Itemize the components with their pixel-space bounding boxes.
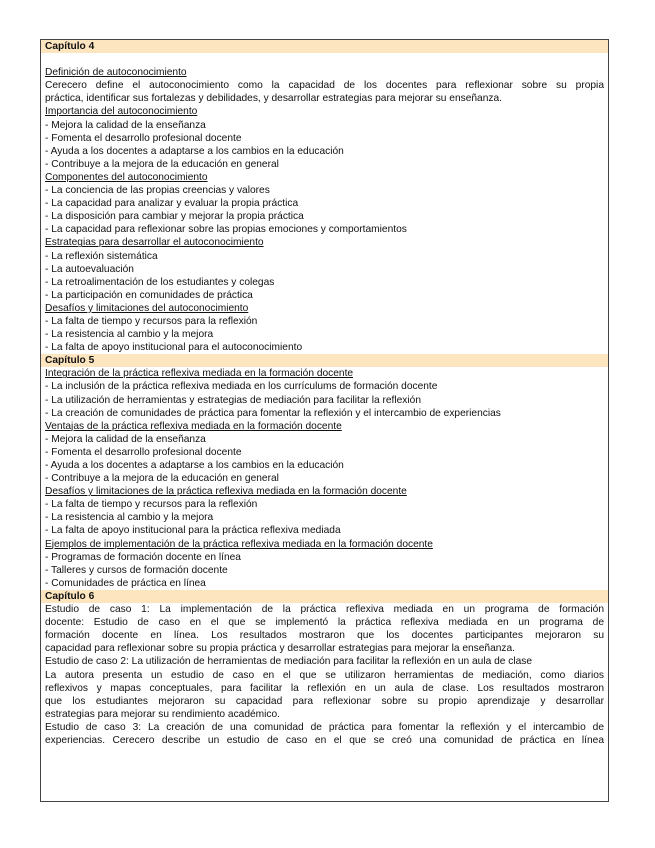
document-page [40,39,609,802]
line-text: capacidad para reflexionar sobre su propia práctica y desarrollar estrategias para mejorar la enseñanza. [45,643,516,655]
line-text: formación docente en línea. Los resultados mostraron que los docentes participantes mejoraron su [45,630,604,642]
line-text: Desafíos y limitaciones de la práctica reflexiva mediada en la formación docente [45,486,407,498]
line-text: - La falta de apoyo institucional para el autoconocimiento [45,342,303,354]
list-item [41,197,608,210]
list-item [41,315,608,328]
paragraph-line [41,79,608,92]
paragraph-line [41,642,608,655]
chapter-title [41,590,608,603]
line-text: - Mejora la calidad de la enseñanza [45,119,206,131]
list-item [41,524,608,537]
section-heading [41,538,608,551]
list-item [41,446,608,459]
section-heading [41,171,608,184]
list-item [41,394,608,407]
line-text: - Talleres y cursos de formación docente [45,564,228,576]
paragraph-line [41,669,608,682]
list-item [41,380,608,393]
line-text: - La resistencia al cambio y la mejora [45,329,214,341]
line-text: que los estudiantes mejoraron su capacidad para reflexionar sobre su propio aprendizaje y desarrollar [45,695,604,707]
section-heading [41,66,608,79]
line-text: - La participación en comunidades de práctica [45,289,253,301]
section-heading [41,367,608,380]
line-text: Capítulo 5 [45,355,95,367]
line-text: Importancia del autoconocimiento [45,106,198,118]
list-item [41,564,608,577]
line-text: estrategias para mejorar su rendimiento académico. [45,708,280,720]
list-item [41,328,608,341]
list-item [41,459,608,472]
section-heading [41,485,608,498]
paragraph-line [41,708,608,721]
line-text: - La capacidad para reflexionar sobre las propias emociones y comportamientos [45,224,407,236]
paragraph-line [41,92,608,105]
line-text: Estudio de caso 3: La creación de una comunidad de práctica para fomentar la reflexión y el intercambio de [45,721,604,733]
line-text: - Fomenta el desarrollo profesional docente [45,446,242,458]
line-text: Estrategias para desarrollar el autoconocimiento [45,237,264,249]
list-item [41,472,608,485]
list-item [41,184,608,197]
list-item [41,132,608,145]
paragraph-line [41,721,608,734]
line-text: - La conciencia de las propias creencias y valores [45,185,270,197]
line-text: Cerecero define el autoconocimiento como la capacidad de los docentes para reflexionar sobre su propia [45,80,604,92]
chapter-title [41,354,608,367]
line-text: La autora presenta un estudio de caso en el que se utilizaron herramientas de mediación, como diarios [45,669,604,681]
list-item [41,407,608,420]
paragraph-line [41,616,608,629]
line-text: - La utilización de herramientas y estrategias de mediación para facilitar la reflexión [45,394,421,406]
line-text: Capítulo 6 [45,590,95,602]
list-item [41,289,608,302]
paragraph-line [41,695,608,708]
line-text: - La autoevaluación [45,263,134,275]
list-item [41,145,608,158]
section-heading [41,236,608,249]
list-item [41,119,608,132]
list-item [41,498,608,511]
line-text: - Ayuda a los docentes a adaptarse a los cambios en la educación [45,145,344,157]
line-text: Definición de autoconocimiento [45,67,187,79]
list-item [41,551,608,564]
line-text: - La creación de comunidades de práctica para fomentar la reflexión y el intercambio de experiencias [45,407,501,419]
list-item [41,511,608,524]
paragraph-line [41,682,608,695]
line-text: - Contribuye a la mejora de la educación en general [45,473,279,485]
line-text: - Comunidades de práctica en línea [45,577,206,589]
line-text: Estudio de caso 1: La implementación de la práctica reflexiva mediada en un programa de formación [45,604,604,616]
line-text: - Ayuda a los docentes a adaptarse a los cambios en la educación [45,460,344,471]
line-text: - La resistencia al cambio y la mejora [45,512,214,524]
chapter-title [41,40,608,53]
line-text: Estudio de caso 2: La utilización de herramientas de mediación para facilitar la reflexión en un aula de clase [45,656,533,668]
list-item [41,223,608,236]
line-text: - La falta de tiempo y recursos para la reflexión [45,315,258,327]
line-text: - La falta de apoyo institucional para la práctica reflexiva mediada [45,525,341,537]
list-item [41,577,608,590]
list-item [41,433,608,446]
line-text: Ejemplos de implementación de la práctica reflexiva mediada en la formación docente [45,538,433,550]
list-item [41,276,608,289]
paragraph-line [41,629,608,642]
list-item [41,210,608,223]
line-text: - La reflexión sistemática [45,250,158,262]
line-text: Ventajas de la práctica reflexiva mediada en la formación docente [45,420,342,432]
line-text: - La disposición para cambiar y mejorar la propia práctica [45,211,304,223]
line-text: - La capacidad para analizar y evaluar la propia práctica [45,198,299,210]
line-text: - La falta de tiempo y recursos para la reflexión [45,499,258,511]
list-item [41,263,608,276]
line-text: Componentes del autoconocimiento [45,171,208,183]
section-heading [41,302,608,315]
list-item [41,341,608,354]
line-text: Desafíos y limitaciones del autoconocimiento [45,302,249,314]
line-text: Integración de la práctica reflexiva mediada en la formación docente [45,368,354,380]
line-text: - Fomenta el desarrollo profesional docente [45,132,242,144]
line-text: - La retroalimentación de los estudiantes y colegas [45,276,275,288]
line-text: - Programas de formación docente en línea [45,551,241,563]
paragraph-line [41,655,608,668]
paragraph-line [41,734,608,747]
section-heading [41,105,608,118]
paragraph-line [41,603,608,616]
line-text: reflexivos y mapas conceptuales, para facilitar la reflexión en un aula de clase. Los resultados mostraron [45,682,604,694]
line-text: - La inclusión de la práctica reflexiva mediada en los currículums de formación docente [45,381,438,393]
line-text: - Contribuye a la mejora de la educación en general [45,158,279,170]
list-item [41,158,608,171]
line-text: práctica, identificar sus fortalezas y debilidades, y desarrollar estrategias para mejorar su enseñanza. [45,93,502,105]
line-text: Capítulo 4 [45,41,95,52]
line-text: docente: Estudio de caso en el que se implementó la práctica reflexiva mediada en un programa de [45,617,604,629]
line-text: - Mejora la calidad de la enseñanza [45,433,206,445]
list-item [41,250,608,263]
line-text: experiencias. Cerecero describe un estudio de caso en el que se creó una comunidad de práctica en línea [45,734,604,746]
section-heading [41,420,608,433]
blank-line [41,53,608,66]
